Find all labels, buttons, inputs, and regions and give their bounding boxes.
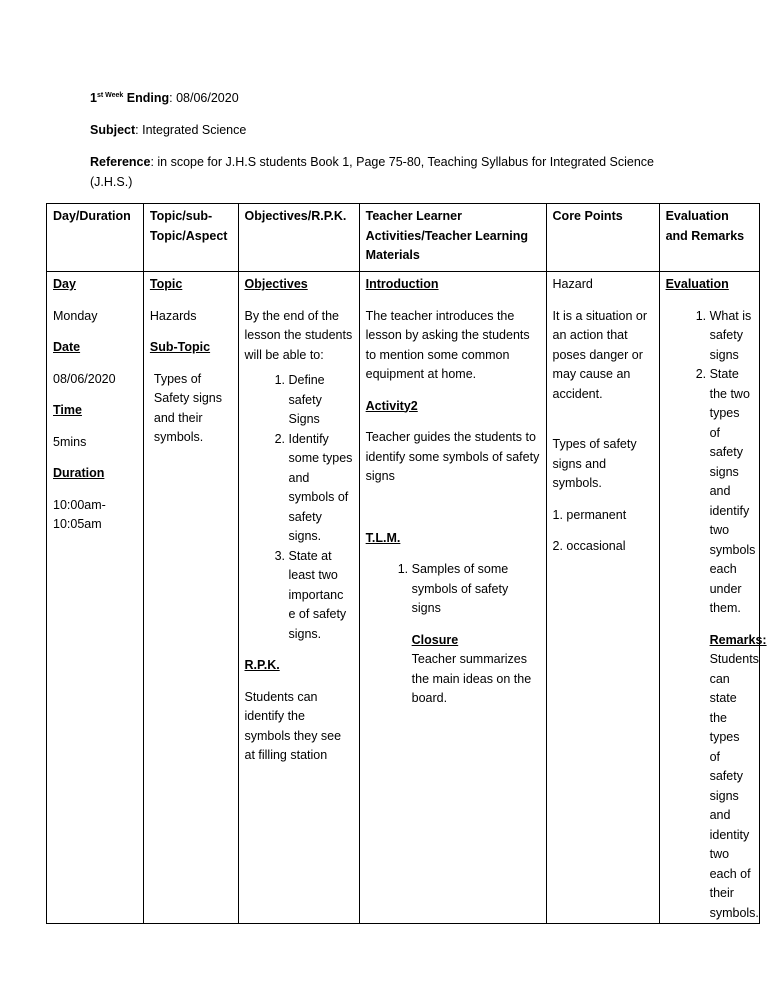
day-label: Day [53, 277, 76, 291]
header-evaluation: Evaluation and Remarks [659, 204, 759, 272]
duration-label: Duration [53, 466, 105, 480]
core-type-2: 2. occasional [552, 539, 626, 553]
core-definition: It is a situation or an action that poses danger or may cause an accident. [552, 308, 648, 401]
topic-cell [143, 272, 238, 924]
rpk-text: Students can identify the symbols they see at filling station [244, 689, 342, 762]
objectives-cell [238, 272, 359, 924]
evaluation-label: Evaluation [665, 277, 729, 291]
objective-item: 2. Identify some types and symbols of safety signs. [289, 430, 353, 547]
subtopic-value: Types of Safety signs and their symbols. [153, 371, 222, 444]
table-header-row [47, 204, 760, 272]
evaluation-cell [659, 272, 767, 924]
ending-label: Ending [126, 91, 170, 105]
duration-value: 10:00am-10:05am [53, 497, 106, 531]
activity-text: Teacher guides the students to identify some symbols of safety signs [365, 430, 540, 483]
evaluation-list [666, 307, 756, 619]
closure-label: Closure [411, 632, 459, 647]
time-value: 5mins [53, 434, 87, 449]
objectives-intro: By the end of the lesson the students will be able to: [244, 308, 353, 362]
activity-label: Activity2 [365, 398, 418, 413]
header-activities: Teacher Learner Activities/Teacher Learning Materials [359, 204, 546, 272]
remarks-label: Remarks: [709, 632, 767, 647]
core-type-1: 1. permanent [552, 507, 627, 522]
table-body-row [47, 272, 760, 924]
rpk-label: R.P.K. [244, 658, 280, 672]
week-number: 1 [90, 91, 97, 105]
lesson-plan-table [46, 203, 767, 924]
subject-line [90, 121, 246, 141]
header-objectives: Objectives/R.P.K. [238, 204, 359, 272]
tlm-item: 1. Samples of some symbols of safety signs [412, 560, 540, 619]
closure-text: Teacher summarizes the main ideas on the board. [411, 652, 532, 705]
evaluation-item: 2. State the two types of safety signs and identify two symbols each under them. [710, 365, 753, 619]
introduction-text: The teacher introduces the lesson by asking the students to mention some common equipment at home. [365, 308, 530, 381]
reference-continuation: (J.H.S.) [90, 175, 133, 189]
header-day-duration: Day/Duration [47, 204, 144, 272]
week-superscript: st Week [96, 91, 124, 99]
reference-line [90, 153, 654, 173]
activities-cell [359, 272, 546, 924]
introduction-label: Introduction [365, 277, 439, 291]
subject-value: : Integrated Science [135, 123, 247, 137]
core-points-cell [546, 272, 659, 924]
tlm-label: T.L.M. [365, 530, 401, 545]
reference-label: Reference [90, 155, 151, 169]
topic-label: Topic [149, 277, 183, 291]
topic-value: Hazards [149, 308, 197, 323]
time-label: Time [53, 403, 82, 417]
core-title: Hazard [552, 277, 593, 291]
objectives-list [245, 371, 353, 644]
objective-item: 1. Define safety Signs [289, 371, 353, 430]
remarks-text: Students can state the types of safety signs and identity two each of their symbols. [709, 652, 759, 920]
tlm-list [366, 560, 540, 619]
subject-label: Subject [90, 123, 136, 137]
day-duration-cell [47, 272, 144, 924]
subtopic-label: Sub-Topic [149, 340, 211, 354]
date-value: 08/06/2020 [53, 371, 116, 386]
day-value: Monday [53, 308, 98, 323]
week-ending-line [90, 89, 239, 109]
reference-value: : in scope for J.H.S students Book 1, Page 75-80, Teaching Syllabus for Integrated Science [150, 155, 654, 169]
date-label: Date [53, 340, 81, 354]
objectives-label: Objectives [244, 277, 308, 291]
objective-item: 3. State at least two importanc e of safety signs. [289, 547, 353, 645]
ending-value: : 08/06/2020 [169, 91, 239, 105]
evaluation-item: 1. What is safety signs [710, 307, 753, 366]
header-topic: Topic/sub-Topic/Aspect [143, 204, 238, 272]
header-core-points: Core Points [546, 204, 659, 272]
core-types: Types of safety signs and symbols. [552, 437, 637, 490]
